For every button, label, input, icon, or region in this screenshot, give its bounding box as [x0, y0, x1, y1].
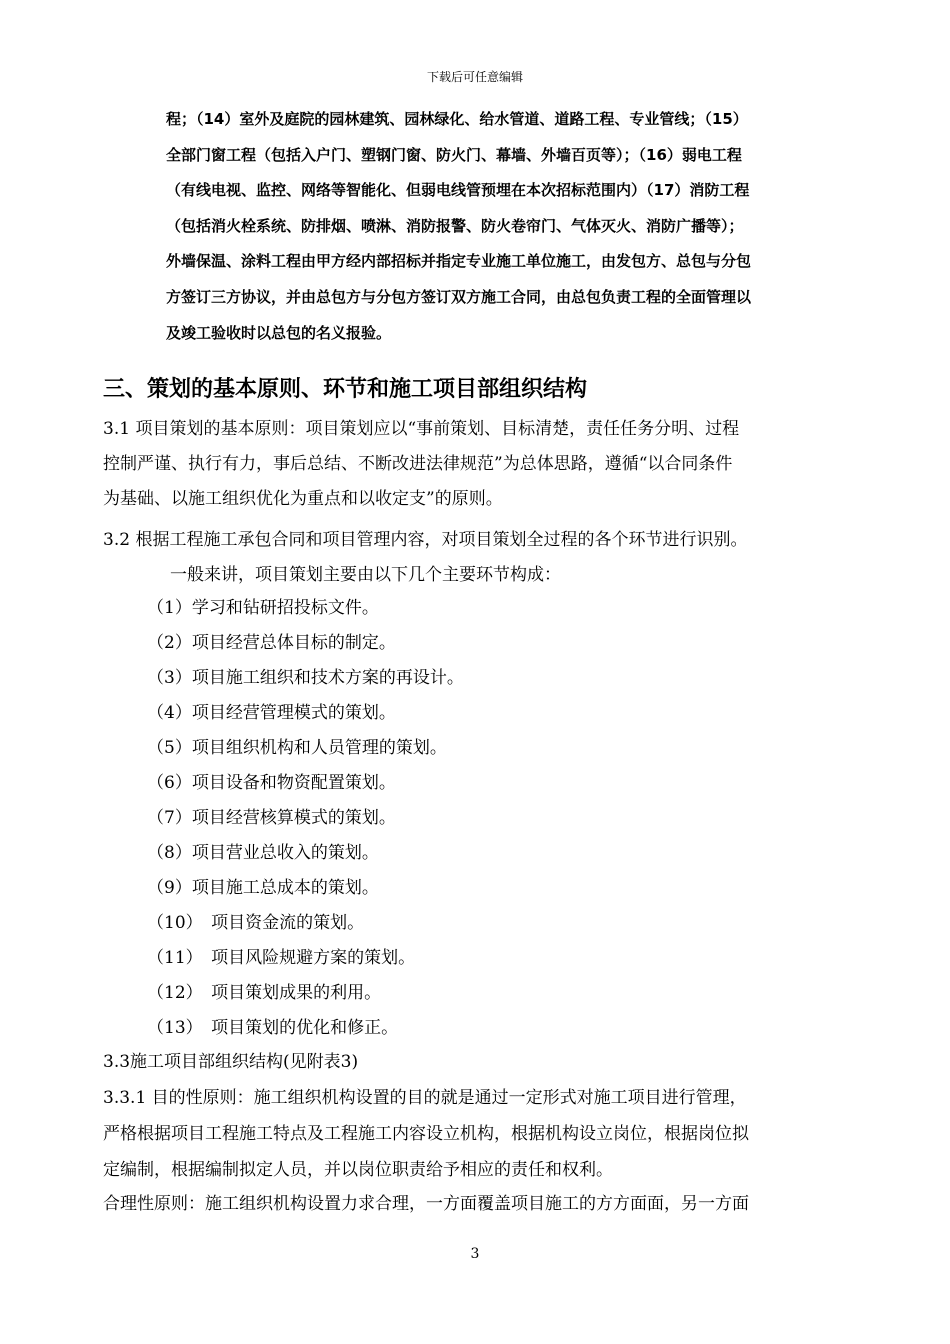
list-item: （10） 项目资金流的策划。 [147, 913, 365, 933]
list-item: （9）项目施工总成本的策划。 [147, 878, 379, 898]
scope-line: （有线电视、监控、网络等智能化、但弱电线管预埋在本次招标范围内）（17）消防工程 [166, 181, 750, 200]
list-item: （13） 项目策划的优化和修正。 [147, 1018, 399, 1038]
paragraph-3-2: 3.2 根据工程施工承包合同和项目管理内容，对项目策划全过程的各个环节进行识别。 [103, 530, 748, 550]
paragraph-3-1-line: 控制严谨、执行有力，事后总结、不断改进法律规范”为总体思路，遵循“以合同条件 [103, 454, 733, 474]
scope-paragraph [166, 102, 834, 351]
paragraph-3-3-1-line: 3.3.1 目的性原则：施工组织机构设置的目的就是通过一定形式对施工项目进行管理， [103, 1088, 747, 1108]
scope-line: （包括消火栓系统、防排烟、喷淋、消防报警、防火卷帘门、气体灭火、消防广播等）； [166, 216, 744, 235]
paragraph-3-3-1-line: 定编制，根据编制拟定人员，并以岗位职责给予相应的责任和权利。 [103, 1160, 613, 1180]
scope-line: 全部门窗工程（包括入户门、塑钢门窗、防火门、幕墙、外墙百页等）；（16）弱电工程 [166, 145, 742, 164]
list-item: （3）项目施工组织和技术方案的再设计。 [147, 668, 464, 688]
paragraph-rationality: 合理性原则：施工组织机构设置力求合理，一方面覆盖项目施工的方方面面，另一方面 [103, 1194, 749, 1214]
scope-line: 外墙保温、涂料工程由甲方经内部招标并指定专业施工单位施工，由发包方、总包与分包 [166, 252, 752, 271]
list-item: （2）项目经营总体目标的制定。 [147, 633, 396, 653]
list-item: （12） 项目策划成果的利用。 [147, 983, 382, 1003]
list-item: （7）项目经营核算模式的策划。 [147, 808, 396, 828]
list-item: （6）项目设备和物资配置策划。 [147, 773, 396, 793]
page-header: 下载后可任意编辑 [426, 70, 523, 84]
paragraph-3-3: 3.3施工项目部组织结构(见附表3) [103, 1052, 359, 1072]
scope-line: 方签订三方协议，并由总包方与分包方签订双方施工合同，由总包负责工程的全面管理以 [166, 287, 752, 306]
list-item: （4）项目经营管理模式的策划。 [147, 703, 396, 723]
paragraph-3-1-line: 3.1 项目策划的基本原则：项目策划应以“事前策划、目标清楚，责任任务分明、过程 [103, 419, 740, 439]
page-number: 3 [470, 1246, 480, 1262]
paragraph-3-1-line: 为基础、以施工组织优化为重点和以收定支”的原则。 [103, 489, 503, 509]
list-item: （5）项目组织机构和人员管理的策划。 [147, 738, 447, 758]
scope-line: 程；（14）室外及庭院的园林建筑、园林绿化、给水管道、道路工程、专业管线；（15） [166, 110, 748, 128]
list-item: （11） 项目风险规避方案的策划。 [147, 948, 416, 968]
section-heading: 三、策划的基本原则、环节和施工项目部组织结构 [103, 377, 588, 402]
paragraph-3-3-1-line: 严格根据项目工程施工特点及工程施工内容设立机构，根据机构设立岗位，根据岗位拟 [103, 1124, 749, 1144]
intro-line: 一般来讲，项目策划主要由以下几个主要环节构成： [170, 565, 561, 585]
list-item: （8）项目营业总收入的策划。 [147, 843, 379, 863]
list-item: （1）学习和钻研招投标文件。 [147, 598, 379, 618]
scope-line: 及竣工验收时以总包的名义报验。 [166, 323, 392, 342]
